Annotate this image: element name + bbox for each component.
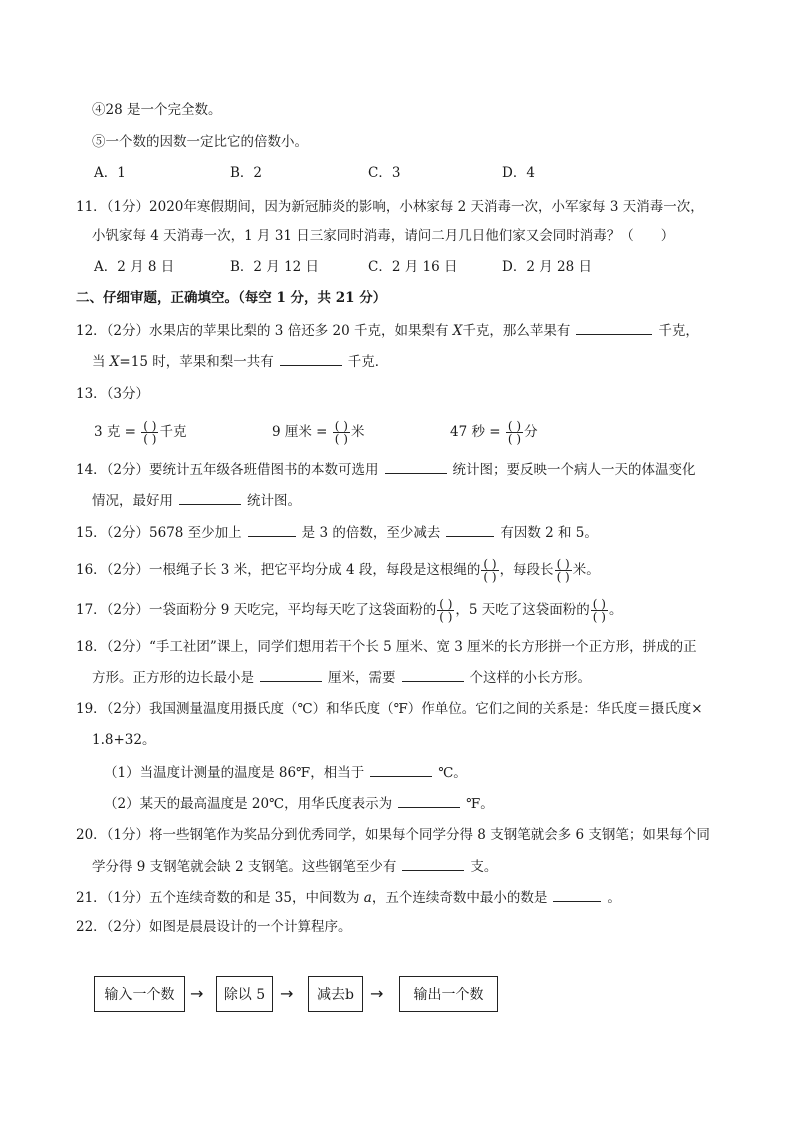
numerator-blank: ( ) bbox=[334, 419, 348, 433]
q19-sub-2-unit: ℉。 bbox=[466, 796, 494, 812]
q11-line-1: 11．（1分）2020年寒假期间，因为新冠肺炎的影响，小林家每 2 天消毒一次，小军家每 3 天消毒一次， bbox=[76, 199, 704, 215]
q15-text-a: 15．（2分）5678 至少加上 bbox=[76, 525, 242, 541]
q21-text-c: 。 bbox=[607, 890, 621, 906]
denominator-blank: ( ) bbox=[592, 610, 606, 624]
q10-item-5: ⑤一个数的因数一定比它的倍数小。 bbox=[92, 134, 308, 150]
q14-blank-1[interactable] bbox=[385, 460, 447, 474]
flow-arrow-1: → bbox=[190, 984, 204, 1003]
q20-text-b: 支。 bbox=[470, 859, 498, 875]
q13-a-fraction[interactable] bbox=[141, 420, 158, 445]
q13-item-a bbox=[94, 420, 186, 445]
q12-blank-2[interactable] bbox=[280, 352, 342, 366]
q17-text-c: 。 bbox=[608, 602, 623, 618]
q21-var-a: a bbox=[363, 890, 372, 906]
q16-text-c: 米。 bbox=[572, 562, 600, 578]
q10-option-d: D．4 bbox=[502, 165, 535, 181]
q19-line-2: 1.8+32。 bbox=[92, 732, 156, 748]
q10-option-b: B．2 bbox=[230, 165, 263, 181]
q13-c-fraction[interactable] bbox=[506, 420, 523, 445]
q13-a-unit: 千克 bbox=[159, 424, 187, 440]
q11-option-c: C．2 月 16 日 bbox=[368, 259, 458, 275]
denominator-blank: ( ) bbox=[439, 610, 453, 624]
q15-blank-2[interactable] bbox=[446, 523, 494, 537]
flow-box-divide: 除以 5 bbox=[216, 976, 273, 1012]
q17-fraction-1[interactable] bbox=[437, 598, 454, 623]
q17-line bbox=[76, 598, 622, 623]
q14-text-c: 情况，最好用 bbox=[92, 493, 173, 509]
denominator-blank: ( ) bbox=[334, 432, 348, 446]
q21-text-a: 21．（1分）五个连续奇数的和是 35，中间数为 bbox=[76, 890, 364, 906]
q12-text-c: 千克， bbox=[658, 323, 699, 339]
q14-line-1 bbox=[76, 460, 696, 479]
q12-var-x-2: X bbox=[109, 354, 120, 370]
q15-text-c: 有因数 2 和 5。 bbox=[500, 525, 598, 541]
numerator-blank: ( ) bbox=[556, 557, 570, 571]
q17-text-b: ，5 天吃了这袋面粉的 bbox=[455, 602, 590, 618]
q19-blank-1[interactable] bbox=[370, 763, 432, 777]
q14-line-2 bbox=[92, 491, 301, 510]
q19-line-1: 19．（2分）我国测量温度用摄氏度（℃）和华氏度（℉）作单位。它们之间的关系是：华氏度＝摄氏度× bbox=[76, 701, 703, 717]
q12-blank-1[interactable] bbox=[576, 321, 652, 335]
q18-text-a: 方形。正方形的边长最小是 bbox=[92, 670, 254, 686]
denominator-blank: ( ) bbox=[556, 570, 570, 584]
q16-text-b: ，每段长 bbox=[499, 562, 554, 578]
q18-line-1: 18．（2分）“手工社团”课上，同学们想用若干个长 5 厘米、宽 3 厘米的长方形拼一个正方形，拼成的正 bbox=[76, 639, 697, 655]
q14-text-d: 统计图。 bbox=[247, 493, 301, 509]
q13-b-fraction[interactable] bbox=[333, 420, 350, 445]
denominator-blank: ( ) bbox=[143, 432, 157, 446]
numerator-blank: ( ) bbox=[507, 419, 522, 433]
q10-option-c: C．3 bbox=[368, 165, 401, 181]
q12-text-a: 12．（2分）水果店的苹果比梨的 3 倍还多 20 千克，如果梨有 bbox=[76, 323, 453, 339]
q16-line bbox=[76, 558, 600, 583]
section-2-title: 二、仔细审题，正确填空。（每空 1 分，共 21 分） bbox=[76, 290, 387, 306]
q18-text-b: 厘米，需要 bbox=[328, 670, 396, 686]
flow-arrow-3: → bbox=[370, 984, 384, 1003]
denominator-blank: ( ) bbox=[507, 432, 522, 446]
q14-text-b: 统计图；要反映一个病人一天的体温变化 bbox=[452, 462, 696, 478]
q13-item-c bbox=[450, 420, 538, 445]
q14-text-a: 14．（2分）要统计五年级各班借图书的本数可选用 bbox=[76, 462, 379, 478]
q16-fraction-1[interactable] bbox=[481, 558, 498, 583]
q11-option-b: B．2 月 12 日 bbox=[230, 259, 320, 275]
q11-option-d: D．2 月 28 日 bbox=[502, 259, 592, 275]
q11-line-2: 小钒家每 4 天消毒一次，1 月 31 日三家同时消毒，请问二月几日他们家又会同时消毒？（ ） bbox=[92, 228, 675, 244]
q19-sub-1 bbox=[104, 763, 467, 782]
q15-blank-1[interactable] bbox=[248, 523, 296, 537]
q12-var-x: X bbox=[452, 323, 463, 339]
q18-blank-1[interactable] bbox=[260, 668, 322, 682]
q19-sub-1-unit: ℃。 bbox=[438, 765, 467, 781]
q19-sub-2-text: （2）某天的最高温度是 20℃，用华氏度表示为 bbox=[104, 796, 393, 812]
q17-text-a: 17．（2分）一袋面粉分 9 天吃完，平均每天吃了这袋面粉的 bbox=[76, 602, 437, 618]
q15-line bbox=[76, 523, 598, 542]
q13-c-prefix: 47 秒 = bbox=[450, 424, 501, 440]
q21-text-b: ，五个连续奇数中最小的数是 bbox=[371, 890, 548, 906]
flow-box-output: 输出一个数 bbox=[399, 976, 498, 1012]
numerator-blank: ( ) bbox=[483, 557, 497, 571]
q18-blank-2[interactable] bbox=[402, 668, 464, 682]
q13-item-b bbox=[272, 420, 364, 445]
numerator-blank: ( ) bbox=[143, 419, 157, 433]
q15-text-b: 是 3 的倍数，至少减去 bbox=[301, 525, 441, 541]
q19-blank-2[interactable] bbox=[398, 794, 460, 808]
q12-line-2 bbox=[92, 352, 388, 371]
q20-blank[interactable] bbox=[402, 857, 464, 871]
q16-fraction-2[interactable] bbox=[555, 558, 572, 583]
q13-b-unit: 米 bbox=[350, 424, 365, 440]
q12-text-b: 千克，那么苹果有 bbox=[462, 323, 571, 339]
q19-sub-2 bbox=[104, 794, 494, 813]
q21-line bbox=[76, 888, 621, 907]
q20-text-a: 学分得 9 支钢笔就会缺 2 支钢笔。这些钢笔至少有 bbox=[92, 859, 397, 875]
q20-line-2 bbox=[92, 857, 497, 876]
q13-head: 13．（3分） bbox=[76, 386, 150, 402]
q18-line-2 bbox=[92, 668, 591, 687]
q20-line-1: 20．（1分）将一些钢笔作为奖品分到优秀同学，如果每个同学分得 8 支钢笔就会多 6 支钢笔；如果每个同 bbox=[76, 827, 710, 843]
q16-text-a: 16．（2分）一根绳子长 3 米，把它平均分成 4 段，每段是这根绳的 bbox=[76, 562, 481, 578]
q13-b-prefix: 9 厘米 = bbox=[272, 424, 328, 440]
q10-item-4: ④28 是一个完全数。 bbox=[92, 102, 222, 118]
q12-line-1 bbox=[76, 321, 699, 340]
denominator-blank: ( ) bbox=[483, 570, 497, 584]
numerator-blank: ( ) bbox=[439, 597, 453, 611]
q13-a-prefix: 3 克 = bbox=[94, 424, 136, 440]
flow-box-input: 输入一个数 bbox=[94, 976, 185, 1012]
q12-text-e: =15 时，苹果和梨一共有 bbox=[119, 354, 274, 370]
q14-blank-2[interactable] bbox=[179, 491, 241, 505]
q13-c-unit: 分 bbox=[524, 424, 538, 440]
q17-fraction-2[interactable] bbox=[591, 598, 608, 623]
numerator-blank: ( ) bbox=[592, 597, 606, 611]
q21-blank[interactable] bbox=[553, 888, 601, 902]
q22-line: 22．（2分）如图是晨晨设计的一个计算程序。 bbox=[76, 919, 352, 935]
q10-option-a: A．1 bbox=[94, 165, 126, 181]
flow-box-subtract: 减去b bbox=[308, 976, 363, 1012]
q12-text-f: 千克． bbox=[347, 354, 389, 370]
q11-option-a: A．2 月 8 日 bbox=[94, 259, 175, 275]
q18-text-c: 个这样的小长方形。 bbox=[469, 670, 591, 686]
q19-sub-1-text: （1）当温度计测量的温度是 86℉，相当于 bbox=[104, 765, 365, 781]
q12-text-d: 当 bbox=[92, 354, 110, 370]
flow-arrow-2: → bbox=[280, 984, 294, 1003]
